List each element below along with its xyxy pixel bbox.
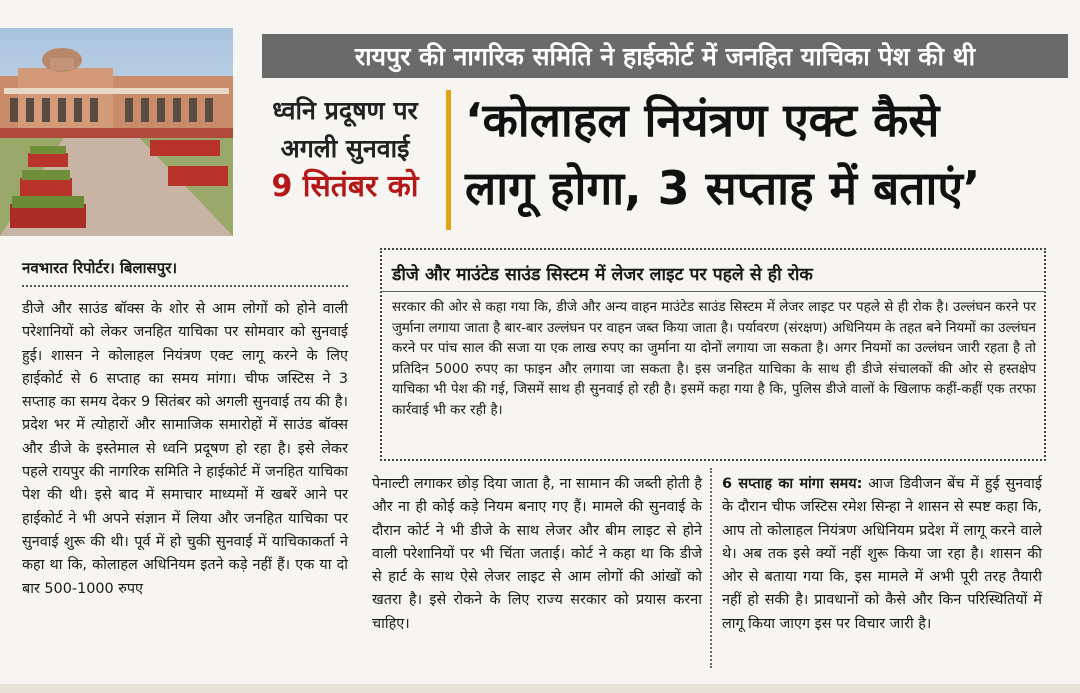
kicker-banner: रायपुर की नागरिक समिति ने हाईकोर्ट में जनहित याचिका पेश की थी: [262, 34, 1068, 78]
article-column-2: पेनाल्टी लगाकर छोड़ दिया जाता है, ना सामान की जब्ती होती है और ना ही कोई कड़े नियम बनाए गए हैं। मामले की सुनवाई के दौरान कोर्ट ने भी डीजे के साथ लेजर और बीम लाइट से होने वाली परेशानियों पर भी चिंता जताई। कोर्ट ने कहा था कि डीजे से हार्ट के साथ ऐसे लेजर लाइट से आम लोगों की आंखों को खतरा है। इसे रोकने के लिए राज्य सरकार को प्रयास करना चाहिए।: [372, 476, 702, 632]
side-headline: [250, 92, 440, 206]
main-headline-line1: ‘कोलाहल नियंत्रण एक्ट कैसे: [465, 93, 940, 147]
boxed-story-title: डीजे और माउंटेड साउंड सिस्टम में लेजर लाइट पर पहले से ही रोक: [392, 265, 813, 285]
article-column-1: डीजे और साउंड बॉक्स के शोर से आम लोगों को होने वाली परेशानियों को लेकर जनहित याचिका पर सोमवार को सुनवाई हुई। शासन ने कोलाहल नियंत्रण एक्ट लागू करने के लिए हाईकोर्ट से 6 सप्ताह का समय मांगा। चीफ जस्टिस ने 3 सप्ताह का समय देकर 9 सितंबर को अगली सुनवाई तय की है। प्रदेश भर में त्योहारों और सामाजिक समारोहों में साउंड बॉक्स और डीजे के इस्तेमाल से ध्वनि प्रदूषण हो रहा है। इसे लेकर पहले रायपुर की नागरिक समिति ने हाईकोर्ट में जनहित याचिका पेश की थी। इसे बाद में समाचार माध्यमों में खबरें आने पर हाईकोर्ट ने भी अपने संज्ञान में लिया और जनहित याचिका पर सुनवाई शुरू की थी। पूर्व में हो चुकी सुनवाई में याचिकाकर्ता ने कहा था कि, कोलाहल अधिनियम इतने कड़े नहीं हैं। एक या दो बार 500-1000 रुपए: [22, 301, 348, 597]
main-headline-line2: लागू होगा, 3 सप्ताह में बताएं’: [465, 161, 981, 215]
subhead-6-weeks: 6 सप्ताह का मांगा समय:: [722, 476, 863, 492]
boxed-story-body: सरकार की ओर से कहा गया कि, डीजे और अन्य वाहन माउंटेड साउंड सिस्टम में लेजर लाइट पर पहले से ही रोक है। उल्लंघन करने पर जुर्माना लगाया जाता है बार-बार उल्लंघन पर वाहन जब्त किया जाता है। पर्यावरण (संरक्षण) अधिनियम के तहत बने नियमों का उल्लंघन करने पर पांच साल की सजा या एक लाख रुपए का जुर्माना या दोनों लगाया जा सकता है। अगर नियमों का उल्लंघन जारी रहता है तो प्रतिदिन 5000 रुपए का फाइन और लगाया जा सकता है। इस जनहित याचिका के साथ ही डीजे संचालकों की ओर से हस्तक्षेप याचिका भी पेश की गई, जिसमें साथ ही सुनवाई हो रही है। इसमें कहा गया है कि, पुलिस डीजे वालों के खिलाफ कहीं-कहीं एक तरफा कार्रवाई भी कर रही है।: [392, 300, 1036, 418]
article-column-3-body: आज डिवीजन बेंच में हुई सुनवाई के दौरान चीफ जस्टिस रमेश सिन्हा ने शासन से स्पष्ट कहा कि, आप तो कोलाहल नियंत्रण अधिनियम प्रदेश में लागू करने वाले थे। अब तक इसे क्यों नहीं शुरू किया जा रहा है। शासन की ओर से बताया गया कि, इस मामले में अभी पूरी तरह तैयारी नहीं हो सकी है। प्रावधानों को कैसे और किन परिस्थितियों में लागू किया जाएग इस पर विचार जारी है।: [722, 476, 1042, 632]
column-divider: [710, 468, 712, 668]
headline-divider: [446, 90, 451, 230]
byline-divider: [22, 285, 348, 287]
high-court-photo: [0, 28, 233, 236]
page-bottom-band: [0, 684, 1080, 693]
byline: नवभारत रिपोर्टर। बिलासपुर।: [22, 259, 178, 277]
side-headline-line1: ध्वनि प्रदूषण पर: [272, 96, 418, 125]
main-headline: [465, 86, 1075, 222]
side-headline-line2: अगली सुनवाई: [280, 134, 410, 163]
article-column-3: [722, 473, 1042, 636]
side-headline-date: 9 सितंबर को: [271, 169, 419, 204]
boxed-story-divider: [380, 291, 1046, 292]
